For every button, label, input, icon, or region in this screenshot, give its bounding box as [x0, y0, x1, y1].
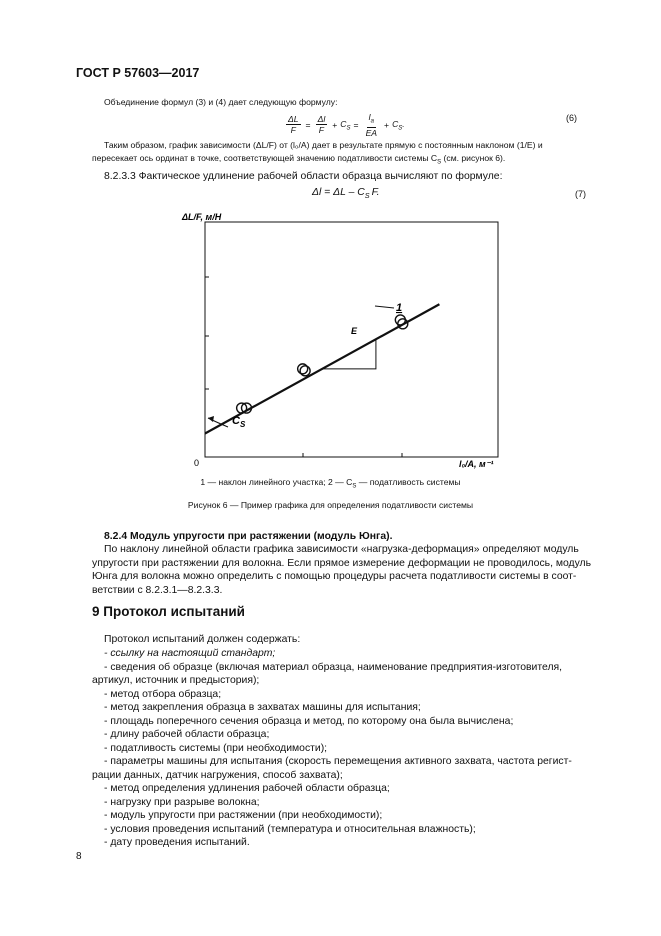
f6-eq-2: = [353, 119, 359, 130]
f6-lhs-num: ΔL [288, 114, 299, 125]
list-item: - площадь поперечного сечения образца и метод, по которому она была вычислена; [104, 715, 514, 727]
section-9-title: 9 Протокол испытаний [92, 604, 245, 619]
f6-t1-den: F [318, 125, 325, 136]
s824-line: По наклону линейной области графика зависимости «нагрузка-деформация» определяют модуль [104, 544, 579, 555]
s824-line: упругости при растяжении для волокна. Если прямое измерение деформации не проводилось, модуль [92, 557, 592, 569]
formula-6 [284, 112, 405, 138]
f6-lhs-den: F [290, 125, 296, 136]
annotation-1-leader [375, 306, 394, 308]
list-item: артикул, источник и предыстория); [92, 675, 260, 686]
chart-svg [180, 208, 520, 470]
page-number: 8 [76, 851, 82, 862]
list-item: - параметры машины для испытания (скорость перемещения активного захвата, частота регист- [104, 756, 572, 767]
plot-frame [205, 222, 498, 457]
s824-line: Юнга для волокна можно определить с помощью процедуры расчета податливости системы в соот- [92, 571, 577, 582]
annotation-2: $C_S$ [232, 415, 246, 429]
paragraph-graph-line1: Таким образом, график зависимости (ΔL/F) от (l₀/A) дает в результате прямую с постоянным наклоном (1/E) и [104, 140, 543, 150]
f6-plus-2: + [384, 119, 390, 130]
list-item: - метод закрепления образца в захватах машины для испытания; [104, 702, 421, 713]
formula-7-number: (7) [575, 189, 586, 199]
figure-6-chart [180, 208, 520, 475]
x-axis-label: l₀/A, м⁻¹ [459, 459, 494, 469]
figure-legend: 1 — наклон линейного участка; 2 — $C_S$ — податливость системы [200, 477, 461, 490]
paragraph-combine: Объединение формул (3) и (4) дает следующую формулу: [104, 97, 338, 107]
list-item: - сведения об образце (включая материал образца, наименование предприятия-изготовителя, [104, 661, 563, 673]
list-item: - модуль упругости при растяжении (при необходимости); [104, 810, 383, 821]
y-axis-label: ΔL/F, м/Н [182, 212, 222, 222]
protocol-list [92, 647, 600, 850]
f6-cs: $C_S$ [340, 118, 351, 132]
list-item: - податливость системы (при необходимости); [104, 742, 328, 754]
paragraph-8-2-3-3: 8.2.3.3 Фактическое удлинение рабочей области образца вычисляют по формуле: [104, 171, 503, 182]
list-item: - метод отбора образца; [104, 688, 222, 700]
paragraph-graph-line2: пересекает ось ординат в точке, соответствующей значению податливости системы $C_S$ (см. рисунок 6). [92, 153, 506, 166]
s824-line: ветствии с 8.2.3.1—8.2.3.3. [92, 584, 223, 596]
f6-plus-1: + [332, 119, 338, 130]
document-header: ГОСТ Р 57603—2017 [76, 66, 200, 80]
list-item: - ссылку на настоящий стандарт; [104, 648, 276, 659]
f6-t2-num: $l_a$ [367, 112, 376, 128]
list-item: - метод определения удлинения рабочей области образца; [104, 783, 390, 794]
section-8-2-4-body [92, 543, 600, 597]
origin-label: 0 [194, 458, 200, 468]
formula-6-number: (6) [566, 113, 577, 123]
formula-7: $\Delta l = \Delta L - C_S$ F. [312, 187, 380, 201]
list-item: - дату проведения испытаний. [104, 837, 250, 848]
f6-cs-2: $C_S$. [392, 118, 405, 132]
slope-label-e: E [351, 326, 358, 336]
list-item: - нагрузку при разрыве волокна; [104, 796, 260, 808]
section-9-intro: Протокол испытаний должен содержать: [104, 634, 301, 645]
figure-caption: Рисунок 6 — Пример графика для определения податливости системы [187, 500, 474, 510]
list-item: рации данных, датчик нагружения, способ захвата); [92, 769, 343, 781]
annotation-1: 1 [396, 302, 403, 314]
list-item: - условия проведения испытаний (температура и относительная влажность); [104, 823, 476, 835]
f6-eq: = [305, 119, 311, 130]
f6-t1-num: Δl [317, 114, 326, 125]
data-point [300, 366, 310, 376]
f6-t2-den: EA [365, 127, 378, 138]
list-item: - длину рабочей области образца; [104, 729, 270, 740]
section-8-2-4-title: 8.2.4 Модуль упругости при растяжении (модуль Юнга). [104, 531, 393, 542]
